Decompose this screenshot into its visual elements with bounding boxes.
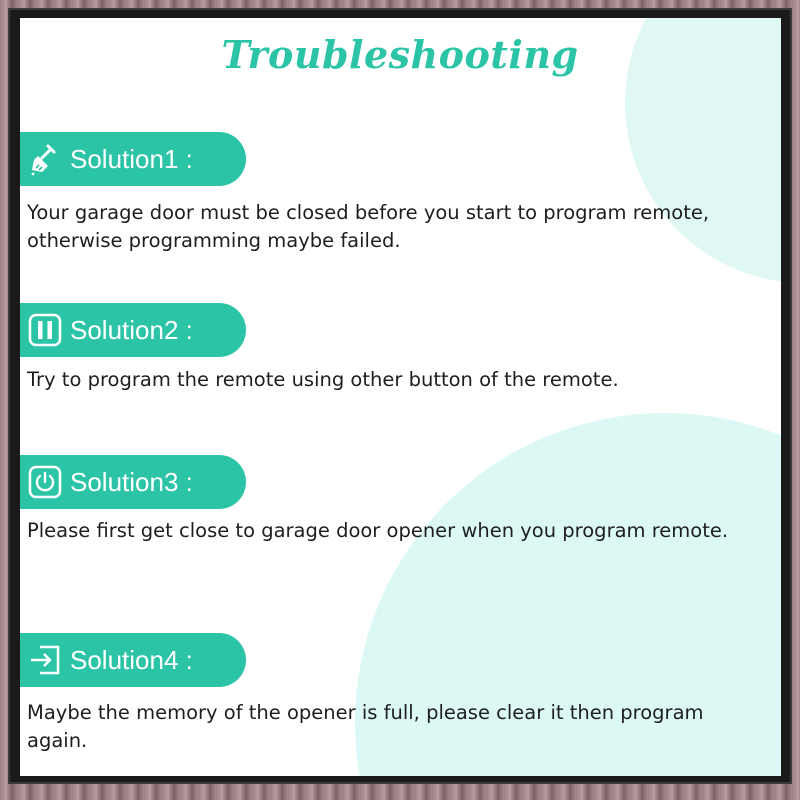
solution2-text: Try to program the remote using other button of the remote.	[27, 368, 619, 391]
page-title: Troubleshooting	[221, 32, 579, 77]
solution1-badge	[20, 132, 246, 186]
solution4-badge	[20, 633, 246, 687]
solution2-badge	[20, 303, 246, 357]
solution3-badge	[20, 455, 246, 509]
solution1-label: Solution1 :	[70, 143, 193, 174]
solution4-label: Solution4 :	[70, 644, 193, 675]
troubleshooting-panel	[20, 18, 781, 776]
power-icon	[26, 463, 64, 501]
solution3-text: Please first get close to garage door opener when you program remote.	[27, 519, 729, 542]
solution3-label: Solution3 :	[70, 466, 193, 497]
solution1-text: Your garage door must be closed before you start to program remote, otherwise programming maybe failed.	[27, 201, 710, 252]
broom-icon	[26, 140, 64, 178]
solution2-label: Solution2 :	[70, 314, 193, 345]
solution4-text: Maybe the memory of the opener is full, please clear it then program again.	[27, 701, 704, 752]
enter-icon	[26, 641, 64, 679]
pause-icon	[26, 311, 64, 349]
